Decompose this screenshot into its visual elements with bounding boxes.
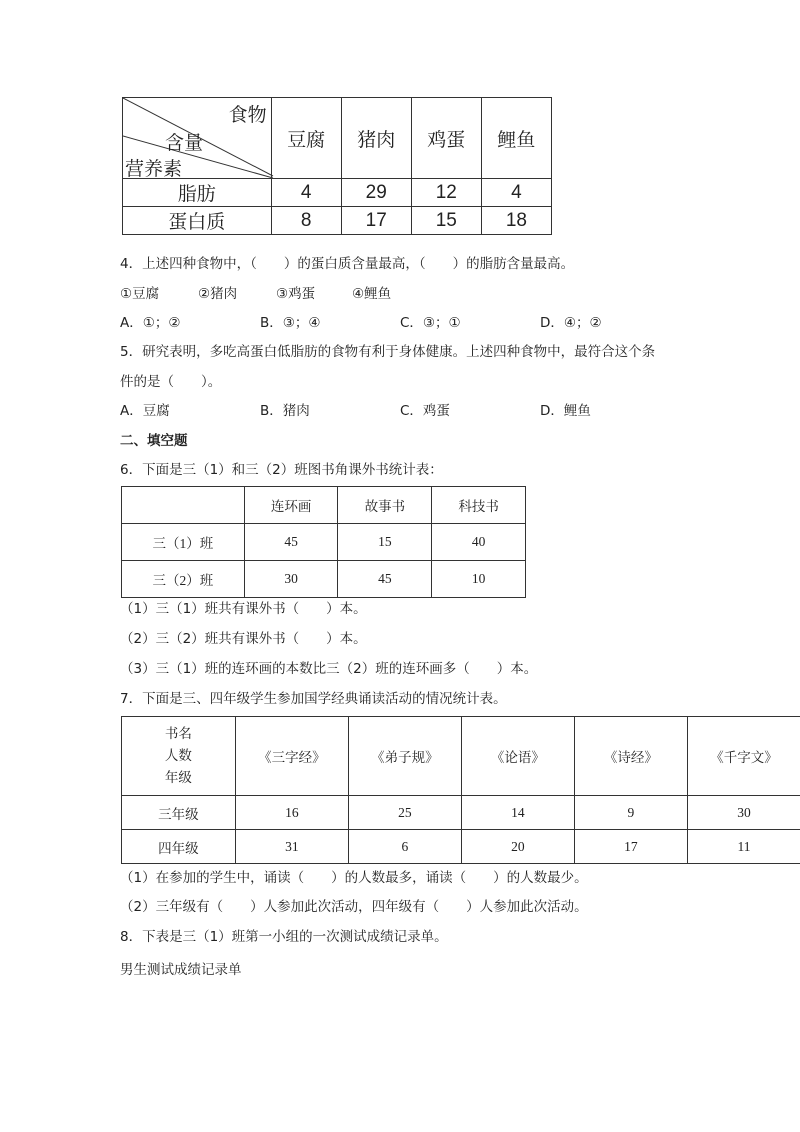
q4-item: ①豆腐	[120, 286, 160, 302]
table-cell: 4	[481, 179, 551, 207]
table-cell: 25	[348, 796, 461, 830]
table-cell: 12	[411, 179, 481, 207]
column-header: 《弟子规》	[348, 717, 461, 796]
corner-content-label: 含量	[165, 132, 204, 154]
corner-food-label: 食物	[228, 104, 267, 126]
table-cell: 17	[341, 207, 411, 235]
table-cell: 31	[235, 830, 348, 864]
book-corner-table	[121, 486, 526, 598]
table-header-row	[122, 487, 526, 524]
row-label: 三（2）班	[122, 561, 245, 598]
row-label: 蛋白质	[123, 207, 272, 235]
table-cell: 15	[411, 207, 481, 235]
table-cell: 20	[461, 830, 574, 864]
q4-option-b: B．③；④	[260, 315, 321, 331]
section-title: 二、填空题	[120, 433, 188, 449]
row-label: 脂肪	[123, 179, 272, 207]
question-6-sub1: （1）三（1）班共有课外书（ ）本。	[120, 601, 367, 617]
column-header: 《三字经》	[235, 717, 348, 796]
table-row	[123, 179, 552, 207]
reading-activity-table	[121, 716, 800, 864]
question-5-text: 5．研究表明，多吃高蛋白低脂肪的食物有利于身体健康。上述四种食物中，最符合这个条	[120, 344, 656, 360]
column-header: 鸡蛋	[411, 98, 481, 179]
corner-grade-label: 年级	[164, 770, 192, 785]
table-cell: 15	[338, 524, 432, 561]
corner-count-label: 人数	[164, 748, 192, 763]
nutrition-table	[122, 97, 552, 235]
table-row	[122, 796, 800, 830]
question-8-text: 8．下表是三（1）班第一小组的一次测试成绩记录单。	[120, 929, 448, 945]
q4-item: ②猪肉	[198, 286, 238, 302]
table-cell: 30	[687, 796, 800, 830]
row-label: 四年级	[122, 830, 236, 864]
column-header: 猪肉	[341, 98, 411, 179]
q4-option-d: D．④；②	[540, 315, 602, 331]
row-label: 三年级	[122, 796, 236, 830]
table-cell: 17	[574, 830, 687, 864]
question-7-sub2: （2）三年级有（ ）人参加此次活动，四年级有（ ）人参加此次活动。	[120, 899, 588, 915]
column-header: 科技书	[432, 487, 526, 524]
table-row	[122, 830, 800, 864]
table-cell: 16	[235, 796, 348, 830]
table-header-row	[122, 717, 800, 796]
table-cell: 8	[271, 207, 341, 235]
q4-item: ③鸡蛋	[276, 286, 316, 302]
q5-option-d: D．鲤鱼	[540, 403, 591, 419]
column-header: 鲤鱼	[481, 98, 551, 179]
table-cell: 45	[244, 524, 338, 561]
column-header: 故事书	[338, 487, 432, 524]
column-header: 连环画	[244, 487, 338, 524]
question-7-text: 7．下面是三、四年级学生参加国学经典诵读活动的情况统计表。	[120, 691, 507, 707]
question-5-text-cont: 件的是（ ）。	[120, 374, 222, 390]
table-cell: 11	[687, 830, 800, 864]
column-header: 《诗经》	[574, 717, 687, 796]
table-cell: 9	[574, 796, 687, 830]
table-cell: 40	[432, 524, 526, 561]
row-label: 三（1）班	[122, 524, 245, 561]
table-cell: 45	[338, 561, 432, 598]
table-row	[123, 207, 552, 235]
table-corner-cell	[122, 717, 236, 796]
table-cell: 30	[244, 561, 338, 598]
table-row	[122, 524, 526, 561]
corner-book-label: 书名	[164, 726, 192, 741]
table-cell: 14	[461, 796, 574, 830]
q4-item: ④鲤鱼	[352, 286, 392, 302]
question-6-text: 6．下面是三（1）和三（2）班图书角课外书统计表：	[120, 462, 443, 478]
q4-option-c: C．③；①	[400, 315, 461, 331]
question-6-sub2: （2）三（2）班共有课外书（ ）本。	[120, 631, 367, 647]
table-row	[122, 561, 526, 598]
column-header: 《千字文》	[687, 717, 800, 796]
q5-option-a: A．豆腐	[120, 403, 170, 419]
table-cell: 4	[271, 179, 341, 207]
table-cell: 18	[481, 207, 551, 235]
q4-option-a: A．①；②	[120, 315, 181, 331]
table-corner-cell	[123, 98, 272, 179]
table-cell: 6	[348, 830, 461, 864]
corner-nutrient-label: 营养素	[125, 158, 183, 180]
question-6-sub3: （3）三（1）班的连环画的本数比三（2）班的连环画多（ ）本。	[120, 661, 538, 677]
column-header: 豆腐	[271, 98, 341, 179]
question-4-text: 4．上述四种食物中，（ ）的蛋白质含量最高，（ ）的脂肪含量最高。	[120, 256, 575, 272]
table-cell: 10	[432, 561, 526, 598]
record-sheet-title: 男生测试成绩记录单	[120, 962, 242, 978]
column-header: 《论语》	[461, 717, 574, 796]
table-corner-cell	[122, 487, 245, 524]
question-7-sub1: （1）在参加的学生中，诵读（ ）的人数最多，诵读（ ）的人数最少。	[120, 870, 588, 886]
q5-option-c: C．鸡蛋	[400, 403, 450, 419]
q5-option-b: B．猪肉	[260, 403, 310, 419]
table-cell: 29	[341, 179, 411, 207]
